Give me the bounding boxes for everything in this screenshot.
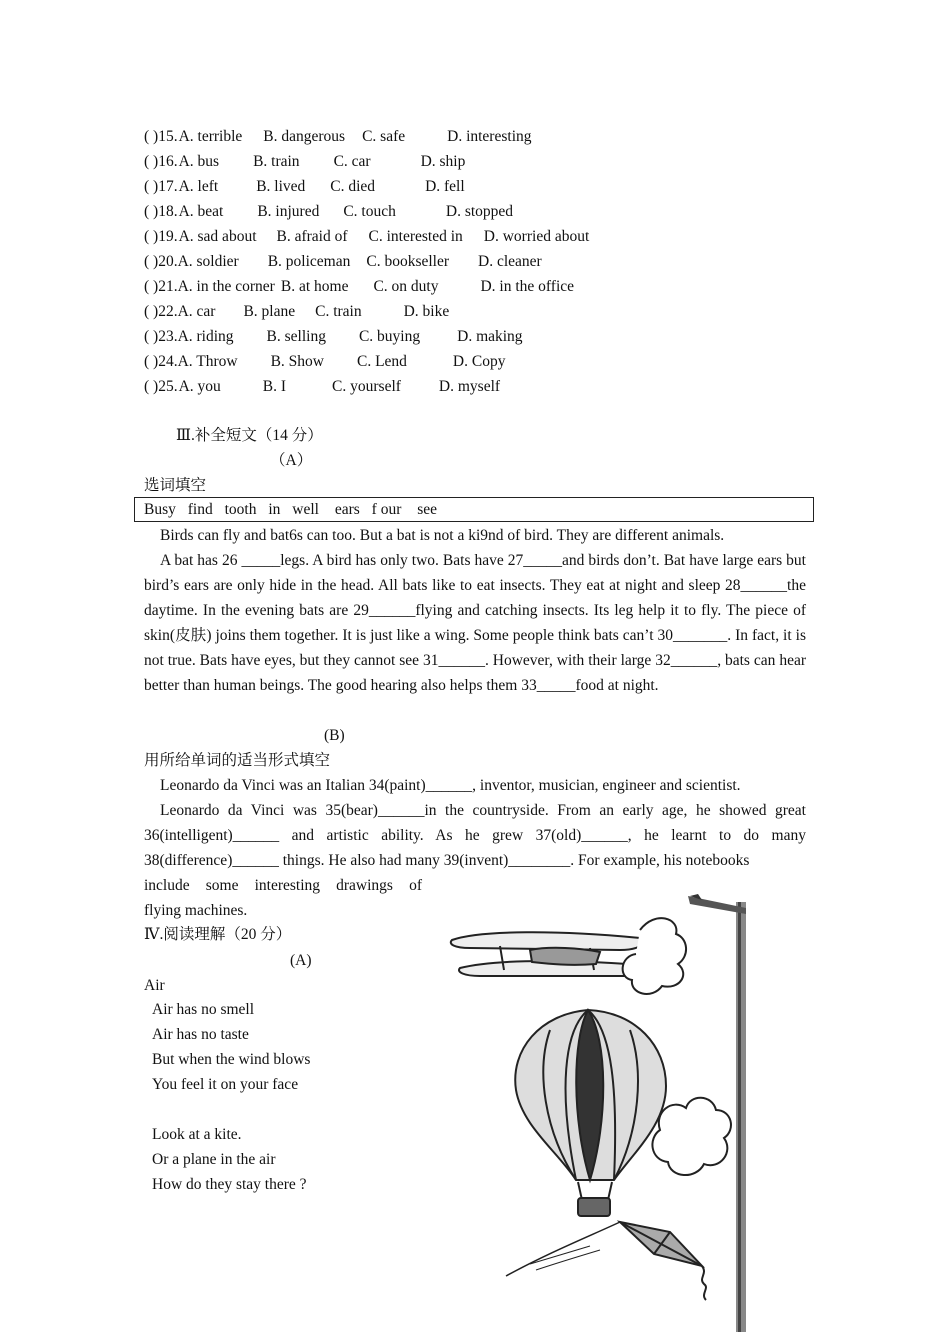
option-b: B. at home xyxy=(280,278,349,295)
option-d: D. cleaner xyxy=(478,253,542,270)
biplane-icon xyxy=(451,918,686,994)
part-a-label: （A） xyxy=(270,452,313,469)
option-c: C. on duty xyxy=(373,278,439,295)
question-item xyxy=(144,374,500,399)
option-b: B. lived xyxy=(256,178,306,195)
word-box xyxy=(134,497,814,522)
word-option: ears xyxy=(334,501,360,518)
word-option: well xyxy=(292,501,319,518)
question-item xyxy=(144,174,465,199)
option-c: C. safe xyxy=(362,128,406,145)
option-a: A. beat xyxy=(178,203,224,220)
option-c: C. Lend xyxy=(356,353,407,370)
option-d: D. fell xyxy=(425,178,465,195)
poem-line: Air has no smell xyxy=(152,1001,255,1018)
passage-b-line: flying machines. xyxy=(144,902,248,919)
option-d: D. in the office xyxy=(480,278,575,295)
question-number: ( )22. xyxy=(144,303,178,320)
question-item xyxy=(144,349,505,374)
option-a: A. in the corner xyxy=(177,278,275,295)
option-c: C. train xyxy=(315,303,362,320)
hot-air-balloon-icon xyxy=(515,1010,666,1216)
passage-a-paragraph-2: A bat has 26 _____legs. A bird has only two. Bats have 27_____and birds don’t. Bat have large ears but bird’s ears are only hide in the head. All bats like to eat insects. They eat at night and sleep 28______the daytime. In the evening bats are 29______flying and catching insects. Its leg help it to fly. The piece of skin(皮肤) joins them together. It is just like a wing. Some people think bats can’t 30_______. In fact, it is not true. Bats have eyes, but they cannot see 31______. However, with their large 32______, bats can hear better than human beings. The good hearing also helps them 33_____food at night. xyxy=(144,552,806,694)
option-b: B. plane xyxy=(243,303,296,320)
option-d: D. Copy xyxy=(452,353,506,370)
poem-stanza-1 xyxy=(152,997,310,1097)
kite-icon xyxy=(506,1222,706,1300)
option-b: B. I xyxy=(262,378,287,395)
option-d: D. bike xyxy=(403,303,450,320)
word-option: Busy xyxy=(144,501,176,518)
instruction-b: 用所给单词的适当形式填空 xyxy=(144,752,331,769)
passage-b-paragraph-1: Leonardo da Vinci was an Italian 34(paint)______, inventor, musician, engineer and scientist. xyxy=(160,777,741,794)
option-d: D. interesting xyxy=(447,128,532,145)
question-item xyxy=(144,274,574,299)
option-a: A. sad about xyxy=(178,228,257,245)
option-b: B. policeman xyxy=(267,253,351,270)
option-b: B. injured xyxy=(257,203,320,220)
question-number: ( )16. xyxy=(144,153,178,170)
poem-line: Or a plane in the air xyxy=(152,1151,276,1168)
cloud-icon xyxy=(652,1098,731,1175)
poem-line: How do they stay there ? xyxy=(152,1176,307,1193)
poem-line: Look at a kite. xyxy=(152,1126,242,1143)
option-c: C. yourself xyxy=(332,378,401,395)
poem-line: Air has no taste xyxy=(152,1026,249,1043)
option-b: B. selling xyxy=(266,328,326,345)
question-number: ( )17. xyxy=(144,178,178,195)
instruction-a: 选词填空 xyxy=(144,477,207,494)
option-c: C. interested in xyxy=(368,228,463,245)
word-option: tooth xyxy=(224,501,257,518)
section-4-part-a-label: (A) xyxy=(290,952,312,969)
question-item xyxy=(144,299,449,324)
option-c: C. touch xyxy=(343,203,396,220)
option-c: C. buying xyxy=(358,328,421,345)
question-number: ( )20. xyxy=(144,253,178,270)
option-b: B. dangerous xyxy=(263,128,346,145)
option-a: A. you xyxy=(178,378,221,395)
option-a: A. riding xyxy=(177,328,234,345)
option-d: D. making xyxy=(457,328,523,345)
option-a: A. bus xyxy=(178,153,220,170)
option-a: A. car xyxy=(177,303,216,320)
question-number: ( )24. xyxy=(144,353,178,370)
question-number: ( )19. xyxy=(144,228,178,245)
question-item xyxy=(144,124,532,149)
question-item xyxy=(144,324,523,349)
word-option: see xyxy=(417,501,438,518)
word-option: find xyxy=(187,501,213,518)
air-illustration xyxy=(440,890,760,1335)
poem-stanza-2 xyxy=(152,1122,307,1197)
question-number: ( )21. xyxy=(144,278,178,295)
option-c: C. died xyxy=(330,178,376,195)
question-item xyxy=(144,149,465,174)
option-c: C. bookseller xyxy=(366,253,450,270)
option-a: A. left xyxy=(178,178,219,195)
option-d: D. stopped xyxy=(445,203,514,220)
option-b: B. Show xyxy=(270,353,324,370)
section-4-heading: Ⅳ.阅读理解（20 分） xyxy=(144,926,292,943)
option-b: B. train xyxy=(253,153,300,170)
option-d: D. worried about xyxy=(483,228,590,245)
option-d: D. ship xyxy=(420,153,466,170)
question-item xyxy=(144,249,542,274)
question-number: ( )25. xyxy=(144,378,178,395)
option-c: C. car xyxy=(333,153,371,170)
option-a: A. terrible xyxy=(178,128,243,145)
option-d: D. myself xyxy=(438,378,501,395)
question-number: ( )15. xyxy=(144,128,178,145)
part-b-label: (B) xyxy=(324,727,345,744)
option-a: A. soldier xyxy=(177,253,239,270)
word-option: in xyxy=(268,501,281,518)
question-item xyxy=(144,224,589,249)
option-b: B. afraid of xyxy=(276,228,348,245)
passage-b-line: include some interesting drawings of xyxy=(144,877,422,894)
question-item xyxy=(144,199,513,224)
question-number: ( )23. xyxy=(144,328,178,345)
passage-a-paragraph-1: Birds can fly and bat6s can too. But a bat is not a ki9nd of bird. They are different animals. xyxy=(160,527,725,544)
poem-line: You feel it on your face xyxy=(152,1076,299,1093)
passage-b-paragraph-2: Leonardo da Vinci was 35(bear)______in the countryside. From an early age, he showed great 36(intelligent)______ and artistic ability. As he grew 37(old)______, he learnt to do many 38(difference)______ things. He also had many 39(invent)________. For example, his notebooks xyxy=(144,802,806,869)
section-3-heading: Ⅲ.补全短文（14 分） xyxy=(176,427,323,444)
question-number: ( )18. xyxy=(144,203,178,220)
poem-line: But when the wind blows xyxy=(152,1051,311,1068)
word-option: f our xyxy=(371,501,402,518)
poem-title: Air xyxy=(144,977,165,994)
option-a: A. Throw xyxy=(177,353,238,370)
